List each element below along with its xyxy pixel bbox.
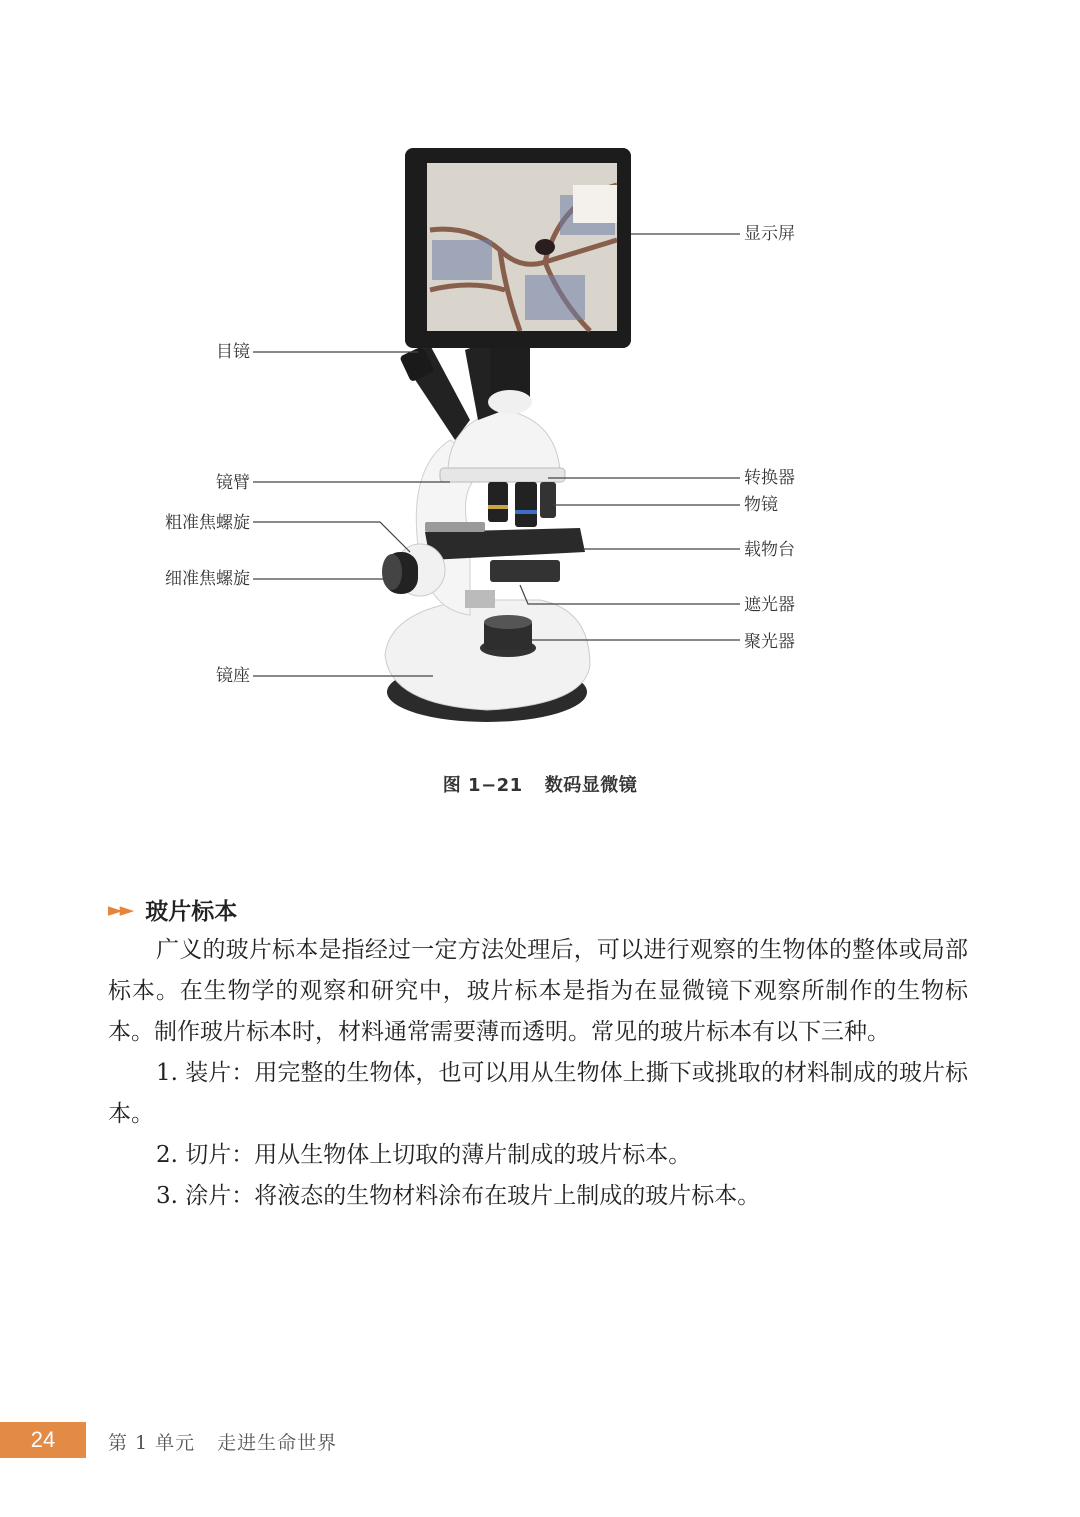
footer-unit: 第 1 单元	[108, 1432, 196, 1454]
running-footer	[108, 1428, 337, 1455]
callout-fine-focus: 细准焦螺旋	[165, 569, 250, 589]
callout-base: 镜座	[216, 666, 250, 686]
paragraph-item-1: 1. 装片：用完整的生物体，也可以用从生物体上撕下或挑取的材料制成的玻片标本。	[108, 1060, 968, 1127]
caption-title: 数码显微镜	[544, 775, 638, 796]
callout-nosepiece: 转换器	[744, 468, 795, 488]
callout-stage: 载物台	[744, 540, 795, 560]
callout-coarse-focus: 粗准焦螺旋	[165, 513, 250, 533]
callout-screen: 显示屏	[744, 224, 795, 244]
section-title: 玻片标本	[145, 898, 238, 925]
callout-arm: 镜臂	[216, 473, 250, 493]
paragraph-item-2: 2. 切片：用从生物体上切取的薄片制成的玻片标本。	[156, 1142, 692, 1168]
double-arrow-icon: ►►	[108, 898, 132, 921]
figure-caption	[0, 771, 1080, 797]
callout-diaphragm: 遮光器	[744, 595, 795, 615]
callout-eyepiece: 目镜	[216, 342, 250, 362]
section-body	[108, 930, 968, 1217]
callout-condenser: 聚光器	[744, 632, 795, 652]
paragraph-item-3: 3. 涂片：将液态的生物材料涂布在玻片上制成的玻片标本。	[156, 1183, 761, 1209]
footer-unit-title: 走进生命世界	[217, 1432, 338, 1454]
section-heading	[108, 893, 237, 926]
paragraph-intro: 广义的玻片标本是指经过一定方法处理后，可以进行观察的生物体的整体或局部标本。在生物学的观察和研究中，玻片标本是指为在显微镜下观察所制作的生物标本。制作玻片标本时，材料通常需要薄而透明。常见的玻片标本有以下三种。	[108, 937, 968, 1045]
page-number: 24	[0, 1422, 86, 1458]
caption-number: 图 1−21	[442, 775, 523, 796]
callout-objective: 物镜	[744, 495, 778, 515]
